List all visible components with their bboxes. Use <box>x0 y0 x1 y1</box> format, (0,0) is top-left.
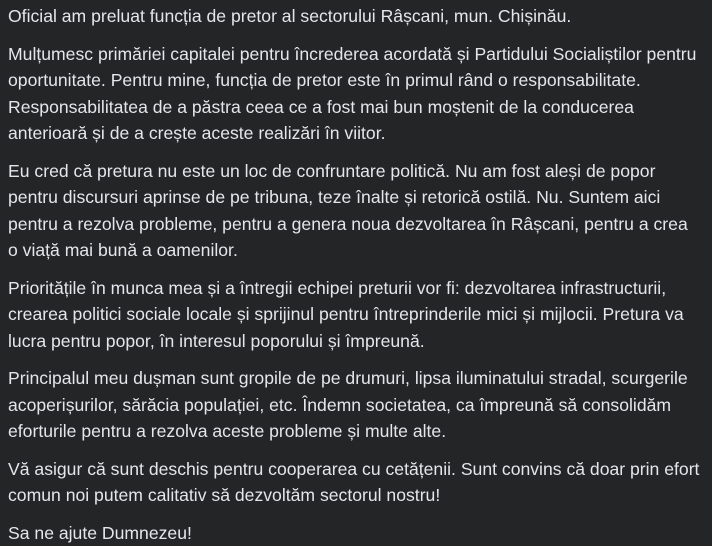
post-paragraph: Mulțumesc primăriei capitalei pentru încrederea acordată și Partidului Socialiștilor pentru oportunitate. Pentru mine, funcția de pretor este în primul rând o responsabilitate. Responsabilitatea de a păstra ceea ce a fost mai bun moștenit de la conducerea anterioară și de a crește aceste realizări în viitor. <box>8 41 702 147</box>
post-paragraph: Sa ne ajute Dumnezeu! <box>8 520 702 546</box>
post-paragraph: Oficial am preluat funcția de pretor al sectorului Râșcani, mun. Chișinău. <box>8 3 702 30</box>
post-paragraph: Prioritățile în munca mea și a întregii echipei preturii vor fi: dezvoltarea infrastructurii, crearea politici sociale locale și sprijinul pentru întreprinderile mici și mijlocii. Pretura va lucra pentru popor, în interesul poporului și împreună. <box>8 275 702 355</box>
post-paragraph: Principalul meu dușman sunt gropile de pe drumuri, lipsa iluminatului stradal, scurgerile acoperișurilor, sărăcia populației, etc. Îndemn societatea, ca împreună să consolidăm eforturile pentru a rezolva aceste probleme și multe alte. <box>8 365 702 445</box>
post-paragraph: Vă asigur că sunt deschis pentru cooperarea cu cetățenii. Sunt convins că doar prin efort comun noi putem calitativ să dezvoltăm sectorul nostru! <box>8 456 702 509</box>
post-paragraph: Eu cred că pretura nu este un loc de confruntare politică. Nu am fost aleși de popor pentru discursuri aprinse de pe tribuna, teze înalte și retorică ostilă. Nu. Suntem aici pentru a rezolva probleme, pentru a genera noua dezvoltarea în Râșcani, pentru a crea o viață mai bună a oamenilor. <box>8 158 702 264</box>
